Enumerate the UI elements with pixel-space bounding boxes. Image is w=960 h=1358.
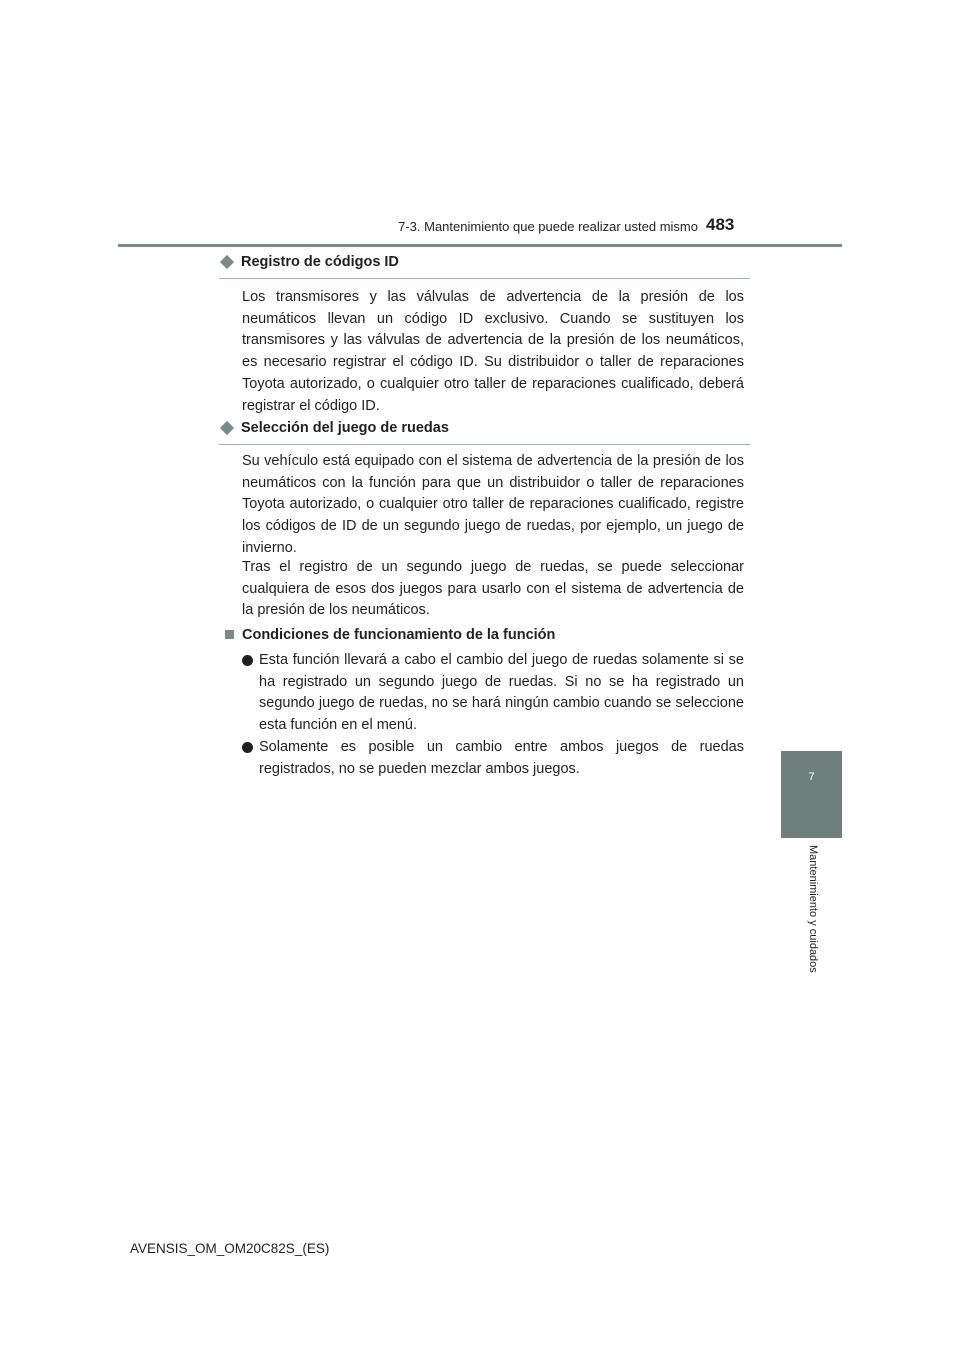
page-number: 483 bbox=[706, 215, 735, 234]
section-heading-wheel-set bbox=[219, 420, 750, 445]
diamond-bullet-icon bbox=[220, 255, 234, 269]
conditions-heading-text: Condiciones de funcionamiento de la función bbox=[242, 627, 556, 643]
footer-doc-code: AVENSIS_OM_OM20C82S_(ES) bbox=[130, 1241, 330, 1256]
section-heading-id-registration bbox=[219, 254, 750, 279]
chapter-number: 7 bbox=[808, 771, 815, 783]
round-bullet-icon bbox=[242, 742, 253, 753]
section-heading-text: Selección del juego de ruedas bbox=[241, 420, 449, 436]
section-heading-text: Registro de códigos ID bbox=[241, 254, 399, 270]
list-item bbox=[242, 737, 744, 780]
paragraph-id-registration: Los transmisores y las válvulas de advertencia de la presión de los neumáticos llevan un código ID exclusivo. Cuando se sustituyen los transmisores y las válvulas de advertencia de la presión de los neumáticos, es necesario registrar el código ID. Su distribuidor o taller de reparaciones Toyota autorizado, o cualquier otro taller de reparaciones cualificado, deberá registrar el código ID. bbox=[242, 289, 744, 414]
conditions-heading bbox=[225, 627, 745, 643]
diamond-bullet-icon bbox=[220, 421, 234, 435]
paragraph-wheel-set-2: Tras el registro de un segundo juego de ruedas, se puede seleccionar cualquiera de esos dos juegos para usarlo con el sistema de advertencia de la presión de los neumáticos. bbox=[242, 559, 744, 619]
list-item-text: Solamente es posible un cambio entre ambos juegos de ruedas registrados, no se pueden mezclar ambos juegos. bbox=[259, 739, 744, 777]
list-item bbox=[242, 650, 744, 737]
header-rule bbox=[118, 244, 842, 247]
square-bullet-icon bbox=[225, 630, 234, 639]
chapter-tab bbox=[781, 751, 842, 838]
list-item-text: Esta función llevará a cabo el cambio del juego de ruedas solamente si se ha registrado un segundo juego de ruedas. Si no se ha registrado un segundo juego de ruedas, no se hará ningún cambio cuando se seleccione esta función en el menú. bbox=[259, 652, 744, 734]
paragraph-wheel-set-1: Su vehículo está equipado con el sistema de advertencia de la presión de los neumáticos con la función para que un distribuidor o taller de reparaciones Toyota autorizado, o cualquier otro taller de reparaciones cualificado, registre los códigos de ID de un segundo juego de ruedas, por ejemplo, un juego de invierno. bbox=[242, 453, 744, 556]
header-section-title: 7-3. Mantenimiento que puede realizar usted mismo bbox=[398, 219, 698, 234]
chapter-label: Mantenimiento y cuidados bbox=[807, 845, 819, 973]
round-bullet-icon bbox=[242, 655, 253, 666]
